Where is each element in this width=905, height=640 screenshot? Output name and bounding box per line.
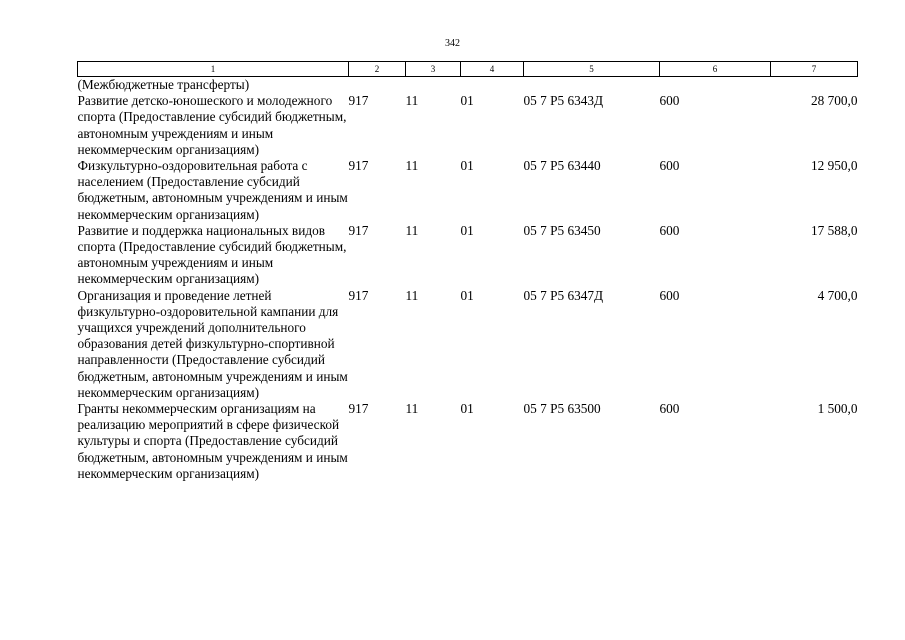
- header-col-5: 5: [524, 62, 660, 77]
- header-col-6: 6: [660, 62, 771, 77]
- row-target-article: 05 7 Р5 63440: [523, 158, 601, 174]
- row-grbs: 917: [348, 287, 369, 303]
- header-row: [78, 62, 858, 77]
- row-name: Развитие детско-юношеского и молодежного спорта (Предоставление субсидий бюджетным, автономным учреждениям и иным некоммерческим организациям): [77, 93, 347, 157]
- budget-table: [77, 61, 858, 482]
- row-amount: 28 700,0: [810, 93, 858, 109]
- row-subsection: 01: [460, 401, 474, 417]
- row-grbs: 917: [348, 222, 369, 238]
- table-body: [78, 77, 858, 483]
- row-expense-type: 600: [659, 287, 680, 303]
- row-grbs: 917: [348, 158, 369, 174]
- row-expense-type: 600: [659, 158, 680, 174]
- continuation-row: [78, 77, 858, 94]
- row-subsection: 01: [460, 287, 474, 303]
- row-section: 11: [405, 93, 419, 109]
- page-number: 342: [445, 38, 460, 49]
- row-amount: 17 588,0: [810, 222, 858, 238]
- row-section: 11: [405, 401, 419, 417]
- table-row: [78, 288, 858, 401]
- header-col-1: 1: [78, 62, 349, 77]
- row-subsection: 01: [460, 158, 474, 174]
- table-row: [78, 93, 858, 158]
- row-expense-type: 600: [659, 93, 680, 109]
- row-subsection: 01: [460, 93, 474, 109]
- row-name: Организация и проведение летней физкультурно-оздоровительной кампании для учащихся учреждений дополнительного образования детей физкультурно-спортивной направленности (Предоставление субсидий бюджетным, автономным учреждениям и иным некоммерческим организациям): [77, 287, 348, 400]
- table-row: [78, 223, 858, 288]
- table-header: [78, 62, 858, 77]
- row-expense-type: 600: [659, 401, 680, 417]
- row-amount: 12 950,0: [810, 158, 858, 174]
- header-col-4: 4: [461, 62, 524, 77]
- row-subsection: 01: [460, 222, 474, 238]
- row-grbs: 917: [348, 401, 369, 417]
- row-target-article: 05 7 Р5 6347Д: [523, 287, 604, 303]
- continuation-text: (Межбюджетные трансферты): [77, 77, 250, 92]
- row-name: Гранты некоммерческим организациям на реализацию мероприятий в сфере физической культуры и спорта (Предоставление субсидий бюджетным, автономным учреждениям и иным некоммерческим организациям): [77, 401, 348, 481]
- row-section: 11: [405, 222, 419, 238]
- row-target-article: 05 7 Р5 63450: [523, 222, 601, 238]
- row-amount: 1 500,0: [817, 401, 858, 417]
- row-section: 11: [405, 287, 419, 303]
- row-name: Развитие и поддержка национальных видов спорта (Предоставление субсидий бюджетным, автономным учреждениям и иным некоммерческим организациям): [77, 222, 347, 287]
- table-row: [78, 158, 858, 223]
- table-row: [78, 401, 858, 482]
- row-name: Физкультурно-оздоровительная работа с населением (Предоставление субсидий бюджетным, автономным учреждениям и иным некоммерческим организациям): [77, 158, 348, 222]
- row-grbs: 917: [348, 93, 369, 109]
- header-col-3: 3: [406, 62, 461, 77]
- row-target-article: 05 7 Р5 6343Д: [523, 93, 604, 109]
- row-amount: 4 700,0: [817, 287, 858, 303]
- header-col-7: 7: [771, 62, 858, 77]
- header-col-2: 2: [349, 62, 406, 77]
- row-expense-type: 600: [659, 222, 680, 238]
- row-target-article: 05 7 Р5 63500: [523, 401, 601, 417]
- row-section: 11: [405, 158, 419, 174]
